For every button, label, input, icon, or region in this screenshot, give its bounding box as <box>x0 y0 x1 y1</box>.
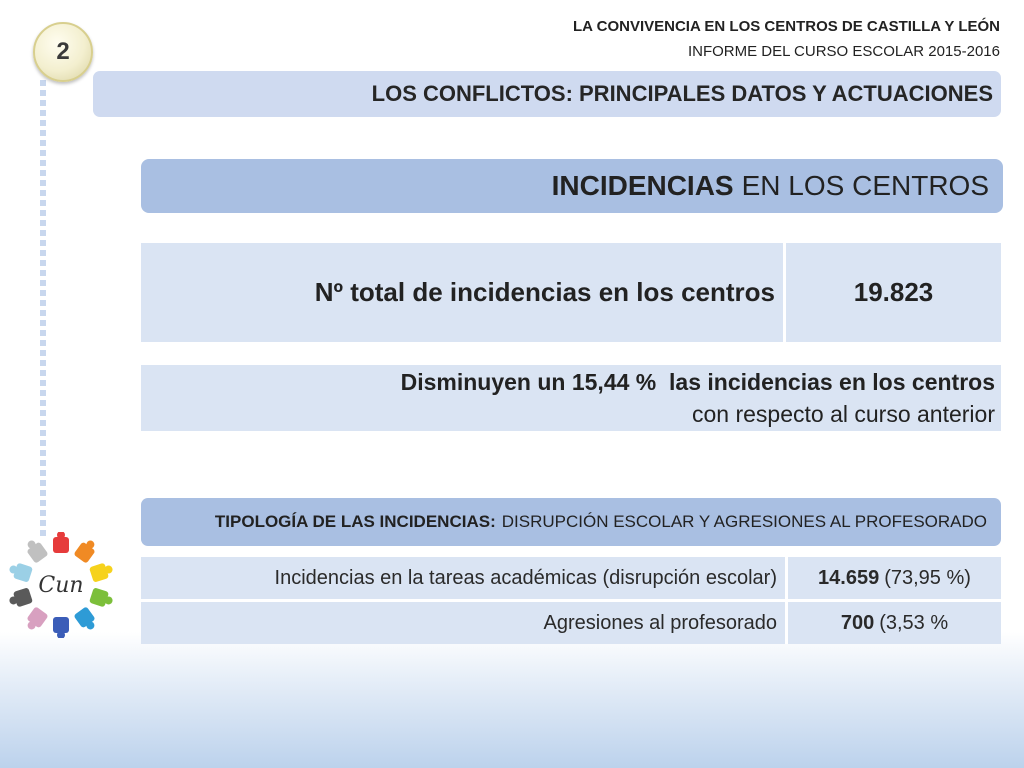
row-percent: (73,95 %) <box>884 566 971 589</box>
table-row <box>141 557 1001 599</box>
logo-figure <box>53 617 69 633</box>
typology-table <box>141 557 1001 647</box>
row-value-cell <box>788 602 1001 644</box>
logo-figure-head <box>105 596 113 604</box>
row-label: Agresiones al profesorado <box>141 602 788 644</box>
decrease-note <box>141 365 1001 431</box>
logo-figure-head <box>86 541 94 549</box>
decrease-line-2: con respecto al curso anterior <box>692 401 995 427</box>
row-value: 14.659 <box>818 566 880 589</box>
cun-logo <box>8 532 114 638</box>
row-value-cell <box>788 557 1001 599</box>
row-value: 700 <box>840 611 875 634</box>
main-title-bold: INCIDENCIAS <box>551 170 734 201</box>
typology-bold: TIPOLOGÍA DE LAS INCIDENCIAS: <box>214 512 496 531</box>
footer-gradient <box>0 632 1024 768</box>
logo-figure <box>53 537 69 553</box>
report-title: LA CONVIVENCIA EN LOS CENTROS DE CASTILLA Y LEÓN <box>573 18 1000 35</box>
logo-figure-head <box>28 541 36 549</box>
logo-text: Cun <box>38 573 84 598</box>
section-title: LOS CONFLICTOS: PRINCIPALES DATOS Y ACTUACIONES <box>371 81 993 106</box>
logo-figure-head <box>9 596 17 604</box>
report-subtitle: INFORME DEL CURSO ESCOLAR 2015-2016 <box>687 43 1000 60</box>
decrease-line-1: Disminuyen un 15,44 % las incidencias en los centros <box>400 369 995 395</box>
dotted-divider <box>40 80 46 540</box>
logo-figure-head <box>28 621 36 629</box>
logo-figure-head <box>105 566 113 574</box>
total-incidents-value: 19.823 <box>786 243 1001 342</box>
total-incidents-label: Nº total de incidencias en los centros <box>141 243 786 342</box>
total-incidents-row <box>141 243 1001 342</box>
logo-figure-head <box>9 566 17 574</box>
table-row <box>141 602 1001 644</box>
main-title-rest: EN LOS CENTROS <box>741 170 989 201</box>
section-banner <box>93 71 1001 117</box>
typology-rest: DISRUPCIÓN ESCOLAR Y AGRESIONES AL PROFESORADO <box>501 512 987 531</box>
main-title-banner <box>141 159 1003 213</box>
row-label: Incidencias en la tareas académicas (disrupción escolar) <box>141 557 788 599</box>
row-percent: (3,53 % <box>879 611 949 634</box>
logo-figure-head <box>86 621 94 629</box>
slide-number-badge: 2 <box>33 22 93 82</box>
typology-banner <box>141 498 1001 546</box>
